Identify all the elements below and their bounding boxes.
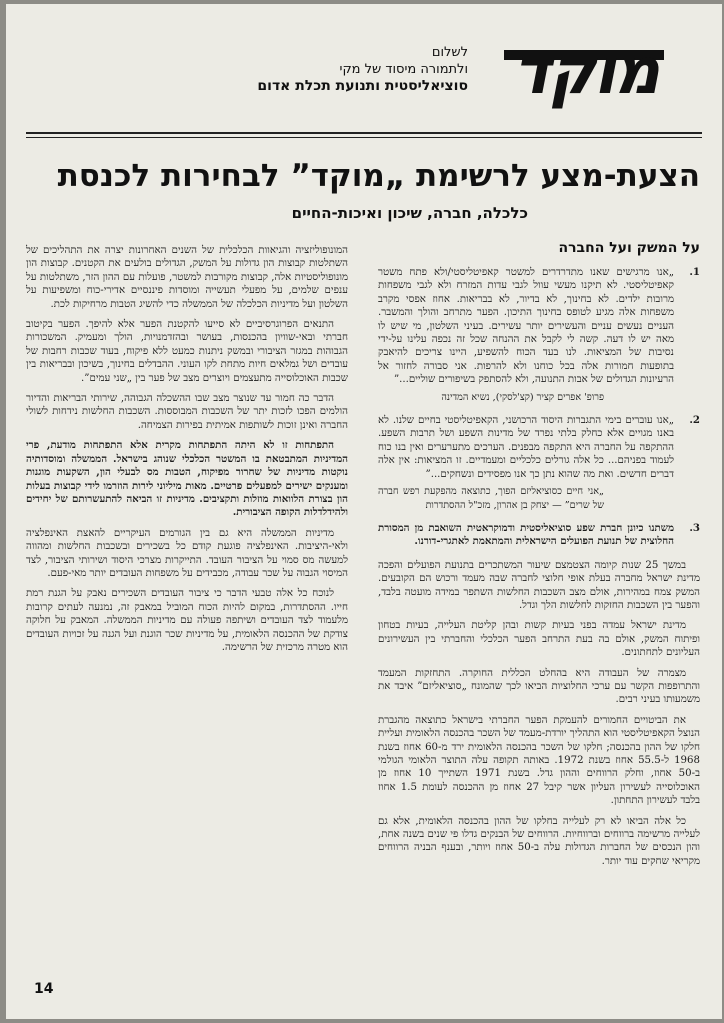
body-paragraph: במשך 25 שנות קיומה הצטמצם שיעור המשתכרים בתנועת הפועלים והפכה מדינת ישראל מחברה בעלת אופי חלוצי לחברה שבה מעמד ורכוש הם הקובעים. המשק צמח במהירות, אולם מצב השכבות החלשות השתפר במידה מועטה בלבד, והפער בין השכבות החזקות לחלשות הלך וגדל.: [378, 559, 700, 611]
body-paragraph: את הביטויים החמורים להעמקת הפער החברתי בישראל כתוצאה מהגברת הנוצל הקאפיטליסטי הוא התהליך יורדת-מעמד של השכר בהכנסה הלאומית ועליית חלקו של ההון בהכנסה; חלקו של השכר בהכנסה הלאומית ירד מ-60 אחוז בשנת 1968 ל-55.5 אחוז בשנת 1972. באותה תקופה עלה התוצר הלאומי הגולמי ב-50 אחוז, וחלק הרווחים וההון גדל. בשנת 1971 השתייך 10 אחוז מן האוכלוסייה לעשירון העליון אשר קיבל 27 אחוז מן ההכנסה לעומת 1.5 אחוז בלבד לעשירון התחתון.: [378, 714, 700, 807]
quote-item: [378, 266, 700, 404]
quote-source: „אני חיים כסוציאליזם הפוך, כתוצאה מהפקעת רפש חברה של שרים” — יצחק בן אהרון, מזכ"ל ההסתדרות: [378, 486, 604, 511]
quote-item: [378, 522, 700, 549]
quote-text: „אנו מרגישים שאנו מתדרדרים למשטר קאפיטליסטי/ולא פתח משטר קאפיטליסטי. לא תיקנו מעשי עוול לגבי עדות המזרח ולא לגבי משפחות מרובות ילדים. לא בחינוך, לא בדיור, לא בבריאות. אחוז אפסי מקרב משפחות אלה מגיע לטופס בחינוך התיכון. הפער מתרחב והולך והמשבר. העניים נעשים עניים והעשירים יותר עשירים. בעיני השלטון, מי שיש לו מאה יש לו דעה. קשה לי לקבל את ההנחה שכל זה נכפה עלינו על-ידי נסיבות של המציאות. לנו בעד הכוח להשפיע, היינו צריכים להיאבק בתופעות חמורות אלה בכל כוחנו ולא להרפות. אני סבורה לחזור אל הרעיונות הגדולים של אבות התנועה, ולא להסתפק בשיפורים שוליים...”: [378, 267, 674, 386]
body-paragraph: מדינת ישראל עמדה בפני בעיות קשות ובהן קליטת העלייה, בעיות בטחון ופיתוח המשק, אולם בה בעת התרחב הפער הכלכלי והחברתי בין העשירונים העליונים לתחתונים.: [378, 620, 700, 659]
body-paragraph: מצמרה של העבודה היא בהחלט הכללית החוקרה. התחזקות המעמד והתרופפות הקשר עם ערכי החלוציות הביאו לכך שהמונח „סוציאליזם” איבד את משמעותו בעיני רבים.: [378, 667, 700, 706]
page-headline: הצעת-מצע לרשימת „מוקד” לבחירות לכנסת: [57, 158, 700, 194]
logo-wordmark: מוקד: [512, 35, 658, 109]
quote-source: פרופ' אפרים קציר (קצ'לסקי), נשיא המדינה: [441, 391, 604, 403]
document-page: [6, 4, 722, 1019]
quote-text: „אנו עוברים בימי התגברות היסוד הרכושני, הקאפיטליסטי בחיים שלנו. לא באנו מגויים אלא כחלק בלתי נפרד של מדינות השפע ושל תרבות השפע. ההתקפה על החברה היא התקפה מבפנים. הערכים מתערערים ואין בנו כוח לעמוד בפניהם... כל אלה גורלים כלכליים ומעמדיים. זו המציאות: אין אלה דברים חדשים. ואת מה שהוא נתן כך אנו מפסידים ונשחקים...”: [378, 415, 674, 480]
quote-number: 2.: [689, 414, 700, 427]
text-column-right: [378, 266, 700, 976]
logo-subtitle-line-3: סוציאליסטית ותנועת תכלת אדום: [257, 78, 468, 94]
header-rule-thin: [26, 137, 702, 138]
body-paragraph-emphasis: התפתחות זו לא היתה התפתחות מקרית אלא התפתחות מודעת, פרי המדיניות המתבטאת בו המשטר הכלכלי שנוהג בישראל. הממשלה ומוסדותיה נוקטות מדיניות של שחרור מפיקוח, הטבות מס לבעלי הון, השקעות מוגנות ומענקים ישירים למפעלים פרטיים. מאות מיליוני לירות הוזרמו לידי קבוצות בעלות הון בצורת הלוואות מוזלות ותקציבים. מדיניות זו הביאה להתעשרותם של יחידים ולהידלדלות הקופה הציבורית.: [26, 439, 348, 519]
quote-item: [378, 414, 700, 512]
body-paragraph: הדבר כה חמור עד שנוצר מצב שבו ההשכלה הגבוהה, שירותי הבריאות והדיור הולמים הפכו לזכות יתר של השכבות המבוססות. השכבות החלשות נידחות לשולי החברה ואינן זוכות לשותפות אמיתית בפירות הצמיחה.: [26, 393, 348, 431]
logo-subtitle-line-2: ולתמורה מיסוד של מקי: [339, 62, 468, 77]
quote-text: משתנו כיונן חברת שפע סוציאליסטית ודמוקראטית השואבת מן המסורת החלוצית של תנועת הפועלים הישראלית והמתאמת לאתגרי-דורנו.: [378, 521, 674, 548]
quote-number: 3.: [689, 521, 700, 534]
quote-number: 1.: [689, 266, 700, 278]
body-paragraph: כל אלה הביאו לא רק לעלייה בחלקו של ההון בהכנסה הלאומית, אלא גם לעלייה מרשימה ברווחים וברווחיות. הרווחים של הבנקים גדלו פי שנים בשנה אחת, והון הנכסים של החברות הגדולות עלה ב-50 אחוז ויותר, ובענף הבניה הרווחים מקריאי שחקים עוד יותר.: [378, 815, 700, 867]
body-paragraph: מדיניות הממשלה היא גם בין הגורמים העיקריים להאצת האינפלציה ולאי-היציבות. האינפלציה פוגעת קודם כל בשכירים ובשכבות החלשות ומהווה למעשה מס סמוי על הציבור העובד. התייקרות מצרכי היסוד ושירותי הציבור, לצד המיסוי הגבוה על שכר עבודה, מכבידים על משפחות העובדים יותר מאי-פעם.: [26, 527, 348, 579]
header-rule: [26, 132, 702, 134]
logo-subtitle: [257, 44, 468, 95]
body-paragraph: לנוכח כל אלה טבעי הדבר כי ציבור העובדים השכירים נאבק על הגנת רמת חייו. ההסתדרות, במקום להיות הכוח המוביל במאבק זה, נמנעה לעתים קרובות מלעמוד לצד העובדים ושיתפה פעולה עם מדיניות הממשלה. המאבק על חלוקה צודקת של ההכנסה הלאומית, על מדיניות שכר הוגנת ועל הגנה על זכויות העובדים הוא מטרה מרכזית של הרשימה.: [26, 588, 348, 653]
page-subheadline: כלכלה, חברה, שיכון ואיכות-החיים: [291, 204, 528, 222]
text-column-left: [26, 244, 348, 976]
body-paragraph: המונופוליזציה והגיאוות הכלכלית של השנים האחרונות יצרה את התהליכים של השתלטות קבוצות הון גדולות על המשק, הגדולים בולעים את הקטנים. קבוצות הון מונופוליסטיות אלה, קבוצות מקורבות למשטר, פועלות עם ההון הזר, משתלטות על ענפים שלמים, על מפעלי תעשייה ומוסדות פיננסיים אדירי-כוח ומשפיעות על השלטון ועל מדיניות הכלכלה של הממשלה כדי להשיג הטבות מרחיקות לכת.: [26, 245, 348, 310]
logo-subtitle-line-1: לשלום: [431, 45, 468, 60]
section-heading: על המשק ועל החברה: [558, 240, 700, 256]
body-paragraph: התנאים הפרוגרסיביים לא סייעו להקטנת הפער אלא להיפך. הפער בקיטוב חברתי ובאי-שוויון בהכנסות, בעושר ובהזדמנויות, הולך ומעמיק. המשכורות הגבוהות במגזר הציבורי ובמשק ניתנות כמעט ללא פיקוח, בעוד שכבות רחבות של עובדים ושל גמלאים חיות מתחת לקו העוני. ההבדלים בחינוך, בשיכון ובבריאות בין שכבות האוכלוסייה מתעצמים ויוצרים מצב של פער בין „שני עמים”.: [26, 319, 348, 384]
page-number: 14: [34, 981, 54, 997]
